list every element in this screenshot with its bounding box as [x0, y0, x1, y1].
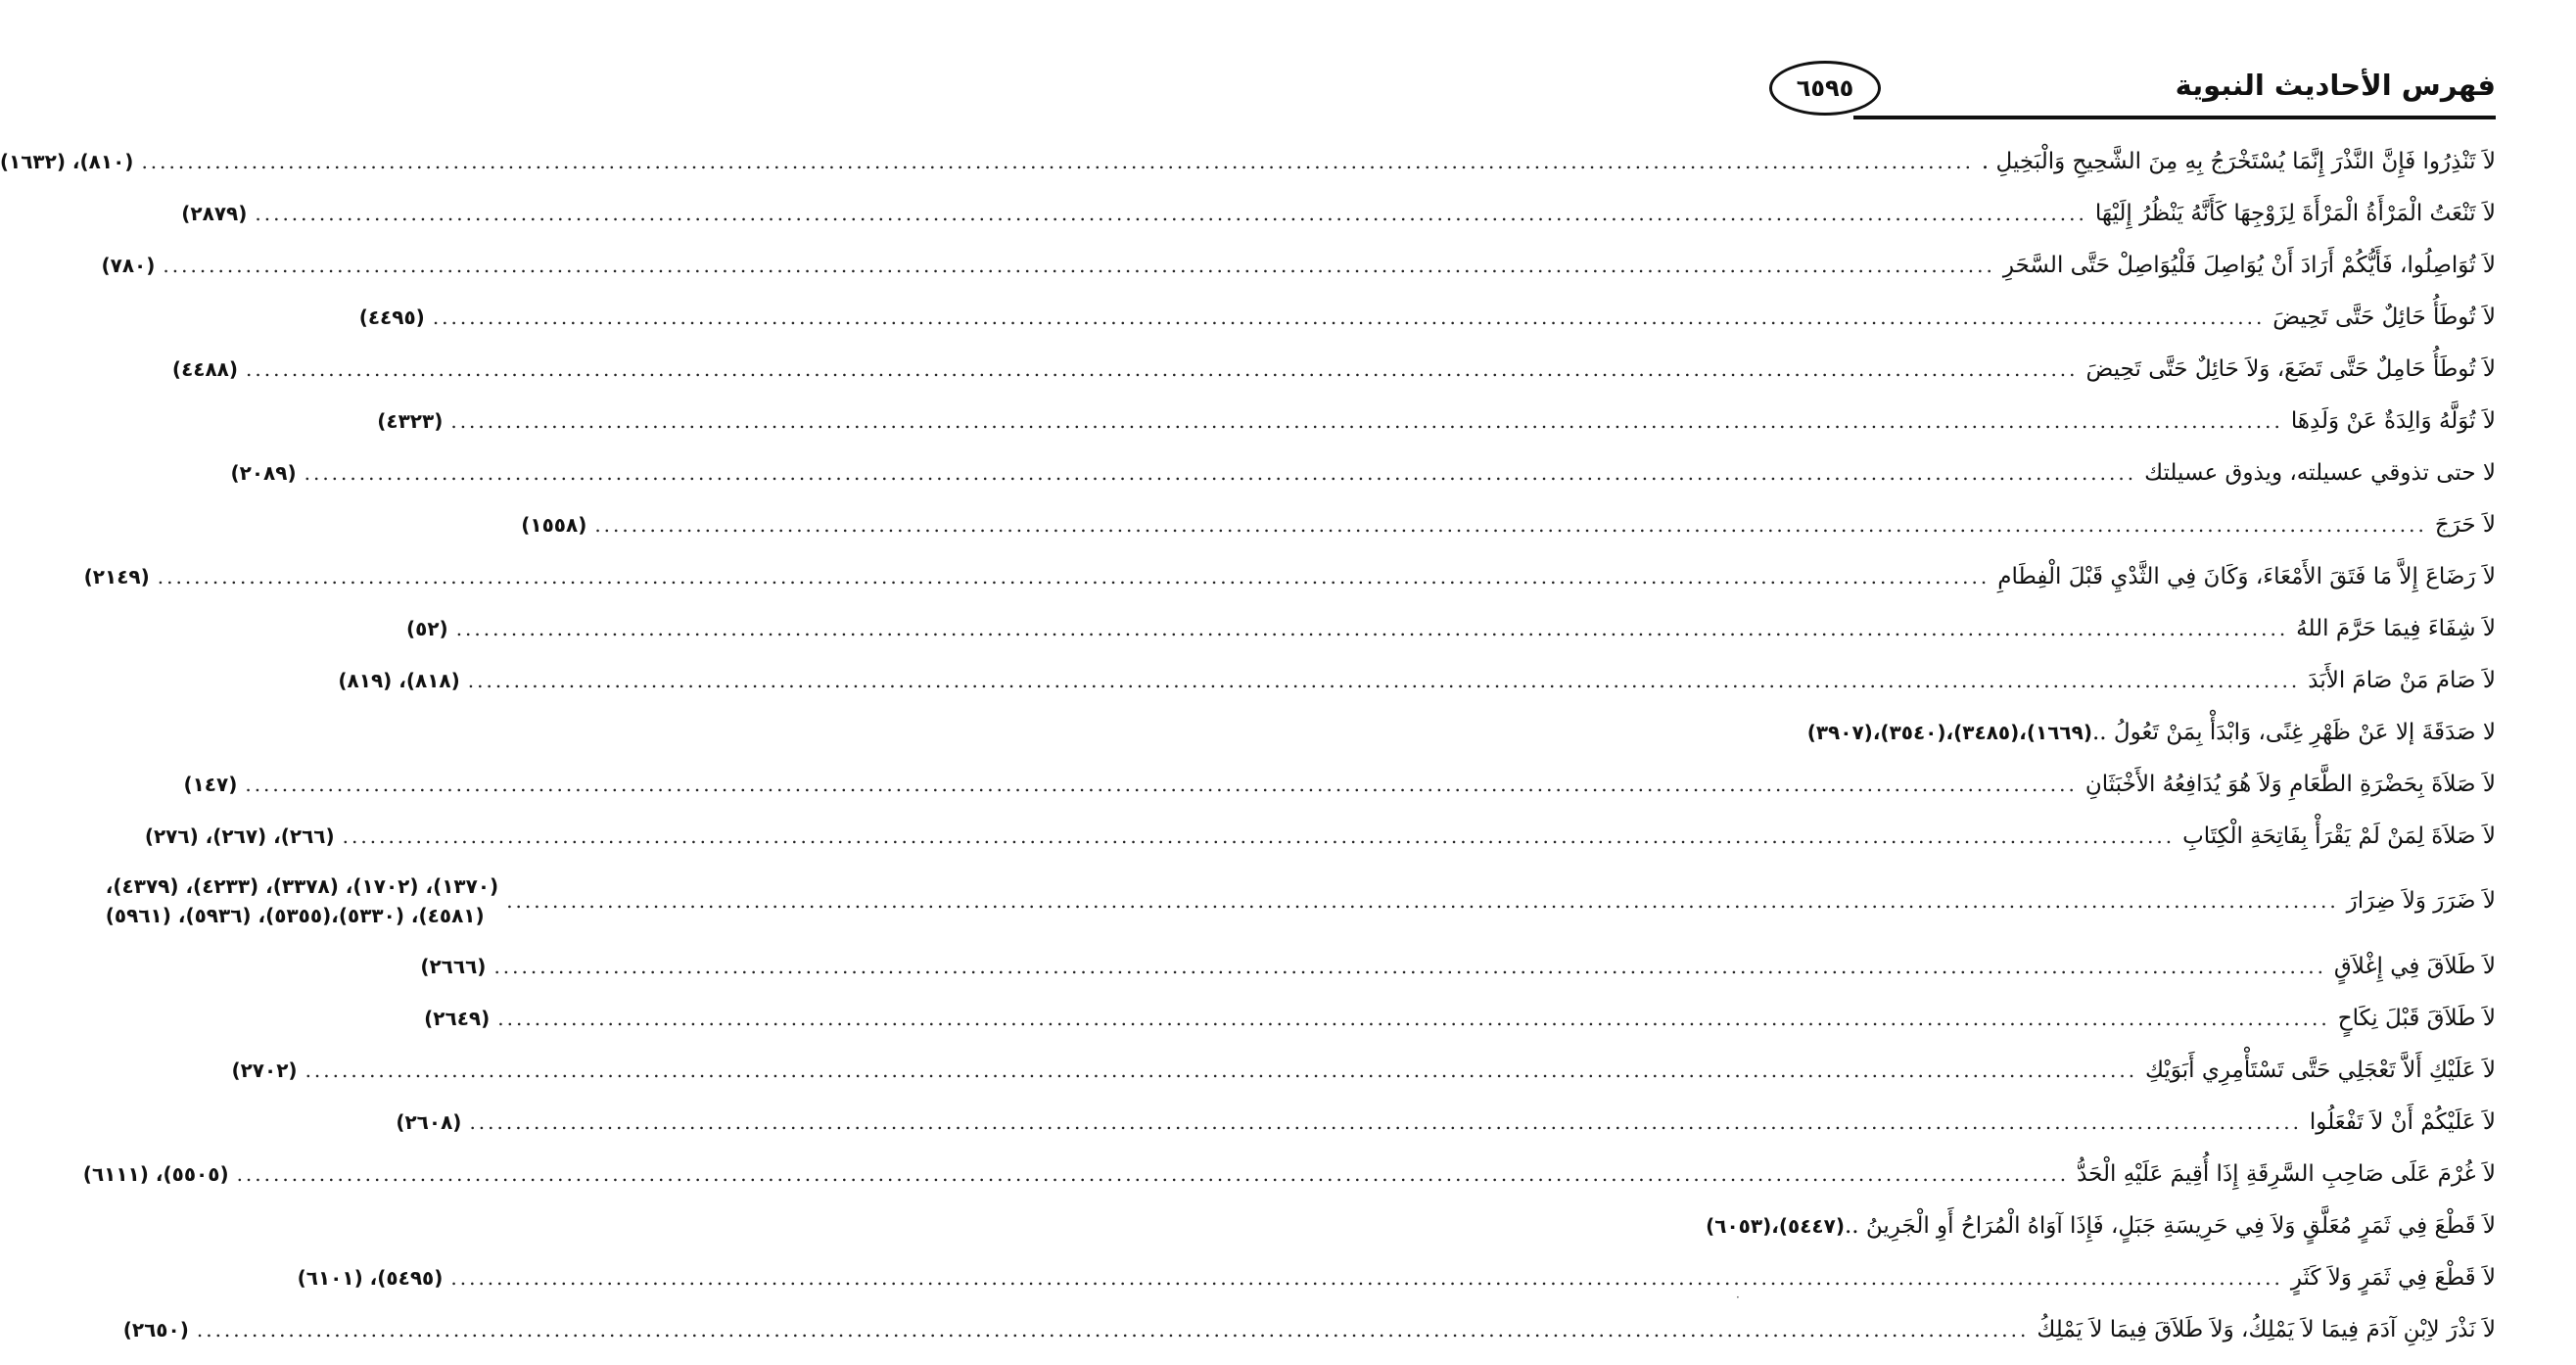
index-entry	[396, 1096, 2496, 1148]
ref-line: (٢١٤٩)	[83, 564, 150, 588]
ref-line: (٤٤٨٨)	[171, 356, 239, 381]
index-entry	[171, 343, 2496, 395]
dot-leader: ........................................................................................................................................................................................................	[594, 512, 2427, 537]
index-entry	[230, 447, 2496, 498]
hadith-refs	[101, 251, 155, 280]
hadith-refs	[181, 199, 247, 228]
hadith-text: لا صَدَقَةَ إلا عَنْ ظَهْرِ غِنًى، وَابْدَأْ بِمَنْ تَعُولُ ..	[2091, 719, 2496, 745]
index-entry	[101, 239, 2496, 291]
dot-leader: ........................................................................................................................................................................................................	[255, 201, 2087, 225]
ref-line: (٥٤٤٧)،(٦٠٥٣)	[1706, 1213, 1845, 1238]
hadith-text: لاَ عَلَيْكِ أَلاَّ تَعْجَلِي حَتَّى تَسْتَأْمِرِي أَبَوَيْكِ	[2145, 1057, 2496, 1083]
ref-line: (٢٦٥٠)	[122, 1317, 189, 1341]
index-entry	[122, 1303, 2496, 1355]
ref-line: (٢٠٨٩)	[230, 460, 297, 485]
index-entry	[83, 550, 2496, 602]
hadith-refs	[83, 1159, 229, 1189]
page-header	[1769, 61, 2496, 119]
page-title: فهرس الأحاديث النبوية	[2175, 69, 2496, 102]
hadith-refs	[359, 303, 425, 332]
index-entry	[0, 135, 2496, 187]
index-entry	[377, 395, 2496, 447]
index-entry	[105, 862, 2496, 940]
index-entry	[358, 291, 2496, 343]
ref-line: (٤٣٢٣)	[377, 408, 444, 433]
hadith-refs	[123, 1315, 189, 1344]
hadith-text: لاَ تُوَلَّهُ وَالِدَةٌ عَنْ وَلَدِهَا	[2290, 407, 2496, 434]
dot-leader: ........................................................................................................................................................................................................	[493, 954, 2326, 978]
dot-leader: ........................................................................................................................................................................................................	[236, 1161, 2070, 1186]
hadith-text: لاَ تَنْعَتُ الْمَرْأَةُ الْمَرْأَةَ لِزَوْجِهَا كَأَنَّهُ يَنْظُرُ إِلَيْهَا	[2094, 200, 2496, 226]
ref-line: (١٣٧٠)، (١٧٠٢)، (٣٣٧٨)، (٤٢٣٣)، (٤٣٧٩)،	[105, 874, 499, 898]
index-entry	[424, 992, 2496, 1044]
dot-leader: ........................................................................................................................................................................................................	[497, 1006, 2330, 1030]
hadith-refs	[84, 562, 150, 591]
ref-line: (٨١٨)، (٨١٩)	[338, 668, 460, 692]
hadith-text: لاَ ضَرَرَ وَلاَ ضِرَارَ	[2346, 888, 2496, 914]
hadith-text: لاَ طَلاَقَ فِي إِغْلاَقٍ	[2333, 953, 2496, 979]
ref-line: (٨١٠)، (١٦٣٢)	[0, 149, 134, 173]
ref-line: (٧٨٠)	[101, 253, 156, 277]
hadith-refs	[1807, 718, 2092, 747]
index-entry	[1769, 706, 2496, 758]
dot-leader: ........................................................................................................................................................................................................	[467, 668, 2301, 692]
hadith-refs	[406, 614, 448, 643]
hadith-refs	[106, 871, 498, 930]
hadith-text: لا حتى تذوقي عسيلته، ويذوق عسيلتك	[2144, 459, 2496, 486]
index-entry	[1706, 1200, 2496, 1251]
ref-line: (٢٦٤٩)	[424, 1006, 491, 1030]
dot-leader: ........................................................................................................................................................................................................	[163, 253, 1995, 277]
dot-leader: ........................................................................................................................................................................................................	[141, 149, 1974, 173]
hadith-text: لاَ تُوَاصِلُوا، فَأَيُّكُمْ أَرَادَ أَنْ يُوَاصِلَ فَلْيُوَاصِلْ حَتَّى السَّحَرِ	[2002, 252, 2496, 278]
dot-leader: ........................................................................................................................................................................................................	[342, 824, 2176, 848]
dot-leader: ........................................................................................................................................................................................................	[304, 1058, 2138, 1082]
header-rule	[1853, 116, 2496, 119]
dot-leader: ........................................................................................................................................................................................................	[469, 1109, 2302, 1134]
dot-leader: ........................................................................................................................................................................................................	[506, 889, 2339, 913]
index-entry	[82, 1148, 2496, 1200]
ref-line: (٤٥٨١)، (٥٣٣٠)،(٥٣٥٥)، (٥٩٣٦)، (٥٩٦١)	[105, 904, 485, 927]
hadith-index-list	[0, 135, 2496, 1355]
hadith-refs	[420, 952, 486, 981]
hadith-text: لاَ عَلَيْكُمْ أَنْ لاَ تَفْعَلُوا	[2309, 1108, 2496, 1135]
index-entry	[405, 602, 2496, 654]
hadith-refs	[231, 1056, 297, 1085]
ref-line: (١٥٥٨)	[521, 512, 587, 537]
ref-line: (٥٢)	[405, 616, 448, 640]
index-entry	[183, 758, 2496, 810]
hadith-text: لاَ تُوطَأُ حَائِلٌ حَتَّى تَحِيضَ	[2272, 304, 2496, 330]
hadith-refs	[145, 822, 335, 851]
index-entry	[181, 187, 2496, 239]
ref-line: (٤٤٩٥)	[358, 305, 425, 329]
hadith-refs	[521, 510, 586, 540]
index-entry	[521, 498, 2496, 550]
hadith-text: لاَ تَنْذِرُوا فَإِنَّ النَّذْرَ إِنَّمَا يُسْتَخْرَجُ بِهِ مِنَ الشَّحِيحِ وَالْبَخِيلِ .	[1981, 148, 2496, 174]
index-entry	[144, 810, 2496, 862]
index-entry	[338, 654, 2496, 706]
dot-leader: ........................................................................................................................................................................................................	[245, 772, 2078, 796]
dot-leader: ........................................................................................................................................................................................................	[246, 356, 2079, 381]
hadith-refs	[0, 147, 133, 176]
ref-line: (٢٧٠٢)	[231, 1058, 298, 1082]
hadith-text: لاَ صَامَ مَنْ صَامَ الأَبَدَ	[2308, 667, 2496, 693]
hadith-refs	[172, 354, 238, 384]
hadith-refs	[338, 666, 459, 695]
index-entry	[420, 940, 2496, 992]
hadith-refs	[1706, 1211, 1845, 1241]
hadith-text: لاَ غُرْمَ عَلَى صَاحِبِ السَّرِقَةِ إِذَا أُقِيمَ عَلَيْهِ الْحَدُّ	[2077, 1160, 2496, 1187]
ref-line: (١٤٧)	[183, 772, 238, 796]
hadith-refs	[231, 458, 297, 488]
hadith-refs	[396, 1107, 461, 1137]
hadith-text: لاَ حَرَجَ	[2434, 511, 2496, 538]
hadith-text: لاَ تُوطَأُ حَامِلٌ حَتَّى تَضَعَ، وَلاَ حَائِلٌ حَتَّى تَحِيضَ	[2085, 355, 2496, 382]
ref-line: (١٦٦٩)،(٣٤٨٥)،(٣٥٤٠)،(٣٩٠٧)	[1806, 720, 2092, 744]
hadith-refs	[183, 770, 237, 799]
ref-line: (٢٦٠٨)	[396, 1109, 462, 1134]
dot-leader: ........................................................................................................................................................................................................	[196, 1317, 2030, 1341]
hadith-text: لاَ رَضَاعَ إِلاَّ مَا فَتَقَ الأَمْعَاءَ، وَكَانَ فِي الثَّدْيِ قَبْلَ الْفِطَامِ	[1997, 563, 2496, 589]
hadith-text: لاَ طَلاَقَ قَبْلَ نِكَاحٍ	[2337, 1005, 2496, 1031]
ref-line: (٢٦٦٦)	[420, 954, 487, 978]
index-entry	[297, 1251, 2496, 1303]
dot-leader: ........................................................................................................................................................................................................	[157, 564, 1991, 588]
hadith-refs	[298, 1263, 444, 1293]
dot-leader: ........................................................................................................................................................................................................	[304, 460, 2137, 485]
dot-leader: ........................................................................................................................................................................................................	[455, 616, 2289, 640]
hadith-text: لاَ شِفَاءَ فِيمَا حَرَّمَ اللهُ	[2296, 615, 2496, 641]
hadith-text: لاَ صَلاَةَ بِحَضْرَةِ الطَّعَامِ وَلاَ هُوَ يُدَافِعُهُ الأَخْبَثَانِ	[2084, 771, 2496, 797]
hadith-text: لاَ قَطْعَ فِي ثَمَرٍ مُعَلَّقٍ وَلاَ فِي حَرِيسَةِ جَبَلٍ، فَإِذَا آوَاهُ الْمُرَاحُ أَوِ الْجَرِينُ ..	[1844, 1212, 2496, 1239]
ref-line: (٥٤٩٥)، (٦١٠١)	[297, 1265, 444, 1290]
hadith-text: لاَ نَذْرَ لاِبْنِ آدَمَ فِيمَا لاَ يَمْلِكُ، وَلاَ طَلاَقَ فِيمَا لاَ يَمْلِكُ	[2037, 1316, 2496, 1342]
ref-line: (٢٦٦)، (٢٦٧)، (٢٧٦)	[144, 824, 335, 848]
page-speck: ·	[1736, 1291, 1740, 1304]
dot-leader: ........................................................................................................................................................................................................	[450, 1265, 2283, 1290]
page-number: ٦٥٩٥	[1769, 61, 1881, 116]
hadith-refs	[377, 406, 443, 436]
ref-line: (٥٥٠٥)، (٦١١١)	[82, 1161, 229, 1186]
hadith-text: لاَ قَطْعَ فِي ثَمَرٍ وَلاَ كَثَرٍ	[2290, 1264, 2496, 1291]
ref-line: (٢٨٧٩)	[181, 201, 248, 225]
index-entry	[231, 1044, 2496, 1096]
dot-leader: ........................................................................................................................................................................................................	[432, 305, 2266, 329]
dot-leader: ........................................................................................................................................................................................................	[450, 408, 2283, 433]
hadith-text: لاَ صَلاَةَ لِمَنْ لَمْ يَقْرَأْ بِفَاتِحَةِ الْكِتَابِ	[2182, 823, 2496, 849]
hadith-refs	[424, 1004, 490, 1033]
